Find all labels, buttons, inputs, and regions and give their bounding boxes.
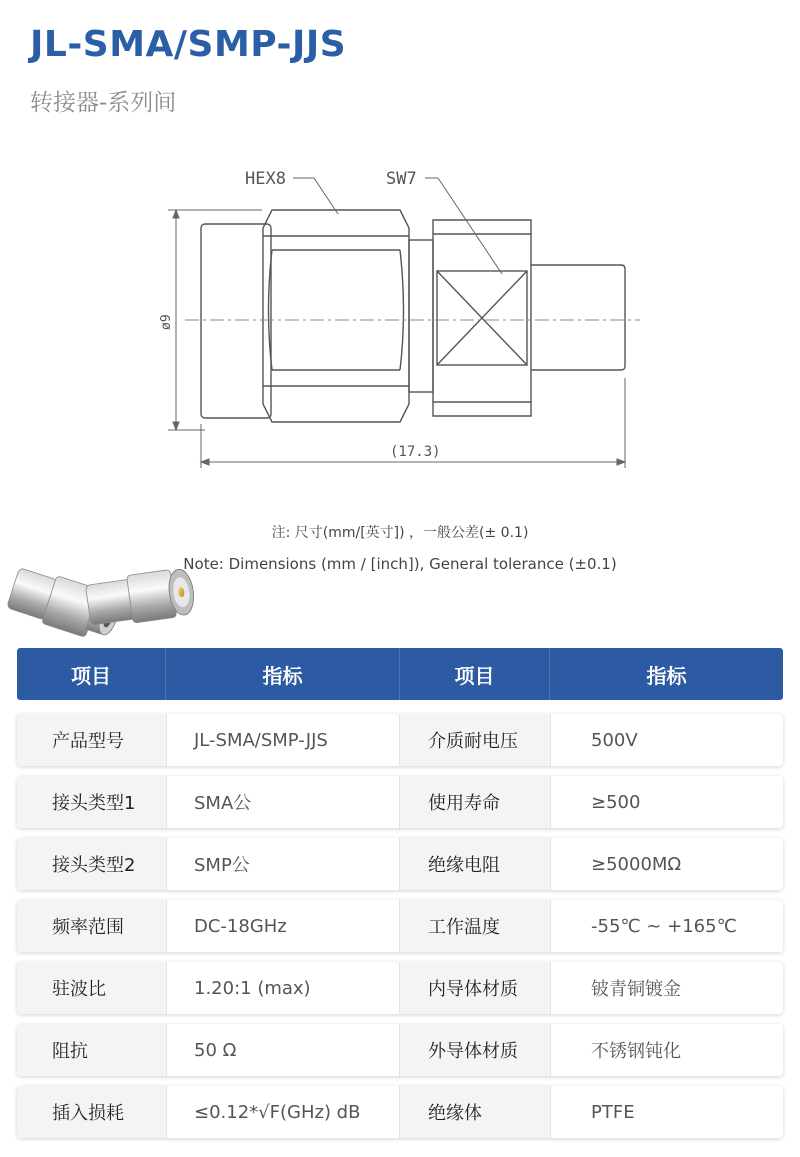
drawing-neck xyxy=(409,240,433,392)
table-row xyxy=(17,776,783,828)
page-title: JL-SMA/SMP-JJS xyxy=(30,24,347,65)
spec-value: JL-SMA/SMP-JJS xyxy=(166,714,400,766)
table-row xyxy=(17,714,783,766)
drawing-hex-nut xyxy=(263,210,409,422)
spec-name: 外导体材质 xyxy=(400,1024,550,1076)
spec-name: 绝缘体 xyxy=(400,1086,550,1138)
spec-table-header xyxy=(17,648,783,700)
header-item-1: 项目 xyxy=(17,648,166,700)
spec-value: ≤0.12*√F(GHz) dB xyxy=(166,1086,400,1138)
spec-value: 50 Ω xyxy=(166,1024,400,1076)
spec-name: 接头类型2 xyxy=(17,838,166,890)
note-chinese: 注: 尺寸(mm/[英寸]) ，一般公差(± 0.1) xyxy=(271,525,529,541)
spec-name: 产品型号 xyxy=(17,714,166,766)
spec-name: 驻波比 xyxy=(17,962,166,1014)
spec-value: 500V xyxy=(550,714,783,766)
spec-value: DC-18GHz xyxy=(166,900,400,952)
header-item-2: 项目 xyxy=(400,648,550,700)
header-value-2: 指标 xyxy=(646,663,687,688)
product-photo xyxy=(0,560,215,655)
label-diameter: ø9 xyxy=(159,314,174,330)
header-value-1: 指标 xyxy=(166,648,400,700)
drawing-left-body xyxy=(201,224,271,418)
table-row xyxy=(17,838,783,890)
spec-value: SMP公 xyxy=(166,838,400,890)
spec-value: 不锈钢钝化 xyxy=(550,1024,783,1076)
label-length: (17.3) xyxy=(390,444,441,460)
label-hex: HEX8 xyxy=(245,169,286,189)
spec-name: 内导体材质 xyxy=(400,962,550,1014)
spec-name: 频率范围 xyxy=(17,900,166,952)
spec-value: PTFE xyxy=(550,1086,783,1138)
table-row xyxy=(17,1086,783,1138)
technical-drawing xyxy=(0,140,800,480)
spec-value: -55℃ ~ +165℃ xyxy=(550,900,783,952)
spec-table-body xyxy=(17,714,783,1148)
spec-name: 插入损耗 xyxy=(17,1086,166,1138)
spec-value: SMA公 xyxy=(166,776,400,828)
drawing-smp-body xyxy=(531,265,625,370)
spec-name: 介质耐电压 xyxy=(400,714,550,766)
page-subtitle: 转接器-系列间 xyxy=(30,90,177,116)
label-sw: SW7 xyxy=(386,169,417,189)
spec-name: 绝缘电阻 xyxy=(400,838,550,890)
spec-name: 接头类型1 xyxy=(17,776,166,828)
spec-value: ≥5000MΩ xyxy=(550,838,783,890)
note-english: Note: Dimensions (mm / [inch]), General tolerance (±0.1) xyxy=(183,555,617,573)
table-row xyxy=(17,1024,783,1076)
spec-value: 铍青铜镀金 xyxy=(550,962,783,1014)
spec-name: 使用寿命 xyxy=(400,776,550,828)
spec-name: 阻抗 xyxy=(17,1024,166,1076)
table-row xyxy=(17,962,783,1014)
spec-value: 1.20:1 (max) xyxy=(166,962,400,1014)
spec-value: ≥500 xyxy=(550,776,783,828)
table-row xyxy=(17,900,783,952)
spec-name: 工作温度 xyxy=(400,900,550,952)
